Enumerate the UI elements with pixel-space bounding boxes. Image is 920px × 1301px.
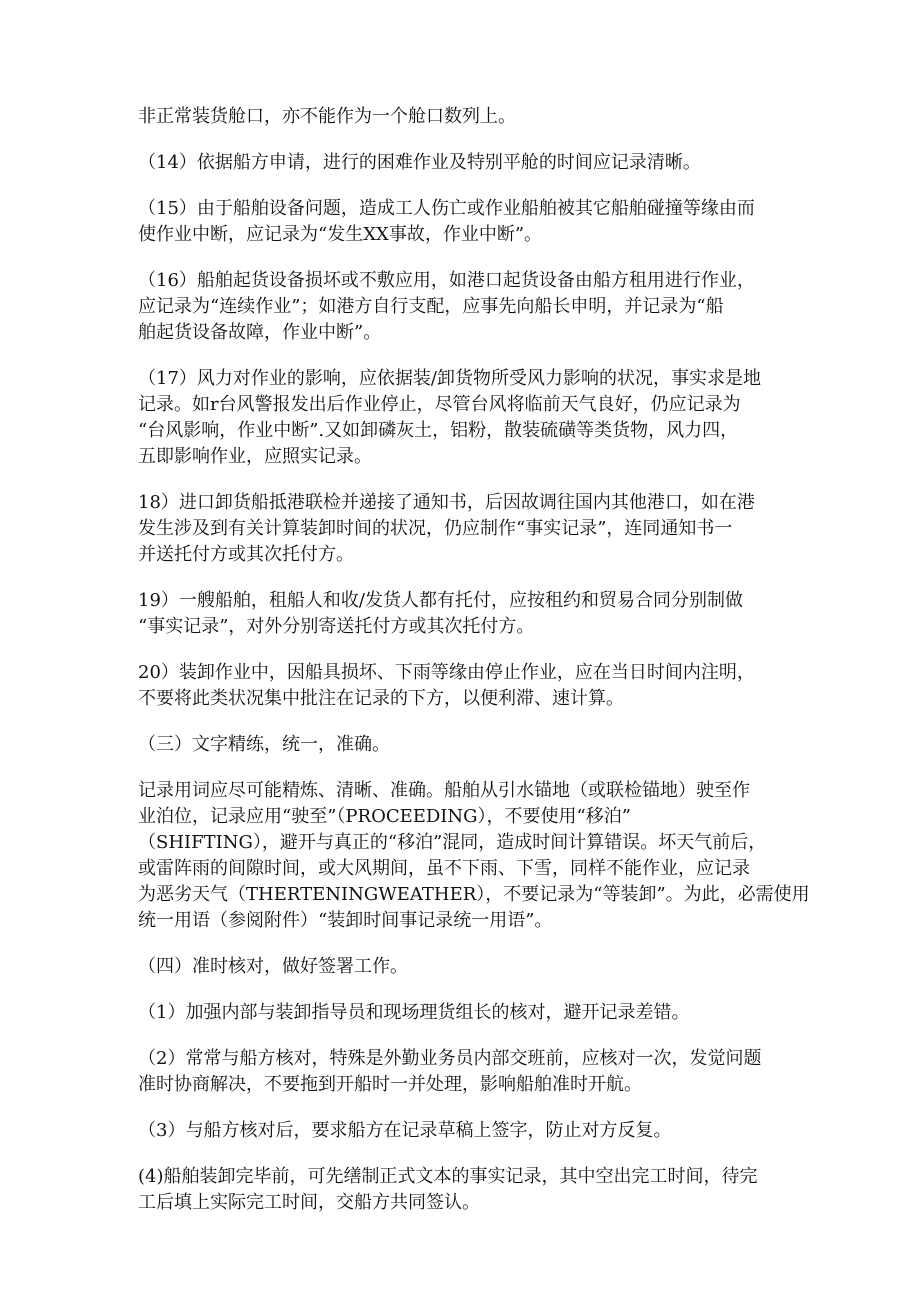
text-line: （16）船舶起货设备损坏或不敷应用，如港口起货设备由船方租用进行作业，: [138, 270, 755, 291]
text-line: 为恶劣天气（THERTENINGWEATHER），不要记录为“等装卸”。为此，必需使用: [138, 884, 810, 905]
text-line: 18）进口卸货船抵港联检并递接了通知书，后因故调往国内其他港口，如在港: [138, 492, 755, 513]
text-line: 记录。如r台风警报发出后作业停止，尽管台风将临前天气良好，仍应记录为: [138, 394, 741, 415]
text-line: 不要将此类状况集中批注在记录的下方，以便利滞、速计算。: [138, 688, 624, 709]
paragraph-item-3: [138, 1118, 782, 1144]
text-line: （14）依据船方申请，进行的困难作业及特别平舱的时间应记录清晰。: [138, 152, 701, 173]
paragraph-item-14: [138, 150, 782, 176]
text-line: （15）由于船舶设备问题，造成工人伤亡或作业船舶被其它船舶碰撞等缘由而: [138, 198, 755, 219]
text-line: 工后填上实际完工时间，交船方共同签认。: [138, 1192, 480, 1213]
text-line: （2）常常与船方核对，特殊是外勤业务员内部交班前，应核对一次，发觉问题: [138, 1048, 762, 1069]
text-line: 并送托付方或其次托付方。: [138, 544, 354, 565]
text-line: 五即影响作业，应照实记录。: [138, 446, 372, 467]
paragraph-continuation: [138, 104, 782, 130]
text-line: （三）文字精练，统一，准确。: [138, 734, 390, 755]
text-line: （17）风力对作业的影响，应依据装/卸货物所受风力影响的状况，事实求是地: [138, 368, 761, 389]
text-line: 记录用词应尽可能精炼、清晰、准确。船舶从引水锚地（或联检锚地）驶至作: [138, 780, 750, 801]
text-line: (4)船舶装卸完毕前，可先缮制正式文本的事实记录，其中空出完工时间，待完: [138, 1166, 758, 1187]
text-line: “事实记录”，对外分别寄送托付方或其次托付方。: [138, 616, 535, 637]
text-line: 19）一艘船舶，租船人和收/发货人都有托付，应按租约和贸易合同分别制做: [138, 590, 743, 611]
paragraph-item-16: [138, 268, 782, 346]
paragraph-wording: [138, 778, 810, 934]
paragraph-item-18: [138, 490, 782, 568]
text-line: 非正常装货舱口，亦不能作为一个舱口数列上。: [138, 106, 516, 127]
paragraph-item-20: [138, 660, 782, 712]
text-line: “台风影响，作业中断”.又如卸磷灰土，铝粉，散装硫磺等类货物，风力四，: [138, 420, 739, 441]
section-heading-3: [138, 732, 782, 758]
section-heading-4: [138, 954, 782, 980]
text-line: 或雷阵雨的间隙时间，或大风期间，虽不下雨、下雪，同样不能作业，应记录: [138, 858, 750, 879]
text-line: 应记录为“连续作业”；如港方自行支配，应事先向船长申明，并记录为“船: [138, 296, 724, 317]
text-line: 准时协商解决，不要拖到开船时一并处理，影响船舶准时开航。: [138, 1074, 642, 1095]
text-line: （四）准时核对，做好签署工作。: [138, 956, 408, 977]
paragraph-item-17: [138, 366, 782, 470]
text-line: （SHIFTING），避开与真正的“移泊”混同，造成时间计算错误。坏天气前后，: [138, 832, 767, 853]
paragraph-item-1: [138, 1000, 782, 1026]
paragraph-item-19: [138, 588, 782, 640]
text-line: 发生涉及到有关计算装卸时间的状况，仍应制作“事实记录”，连同通知书一: [138, 518, 733, 539]
text-line: （3）与船方核对后，要求船方在记录草稿上签字，防止对方反复。: [138, 1120, 672, 1141]
paragraph-item-15: [138, 196, 782, 248]
text-line: 舶起货设备故障，作业中断”。: [138, 322, 382, 343]
paragraph-item-2: [138, 1046, 782, 1098]
text-line: 使作业中断，应记录为“发生XX事故，作业中断”。: [138, 224, 543, 245]
paragraph-item-4: [138, 1164, 782, 1216]
text-line: （1）加强内部与装卸指导员和现场理货组长的核对，避开记录差错。: [138, 1002, 690, 1023]
text-line: 业泊位，记录应用“驶至”（PROCEEDING），不要使用“移泊”: [138, 806, 631, 827]
text-line: 20）装卸作业中，因船具损坏、下雨等缘由停止作业，应在当日时间内注明，: [138, 662, 755, 683]
text-line: 统一用语（参阅附件）“装卸时间事记录统一用语”。: [138, 910, 553, 931]
